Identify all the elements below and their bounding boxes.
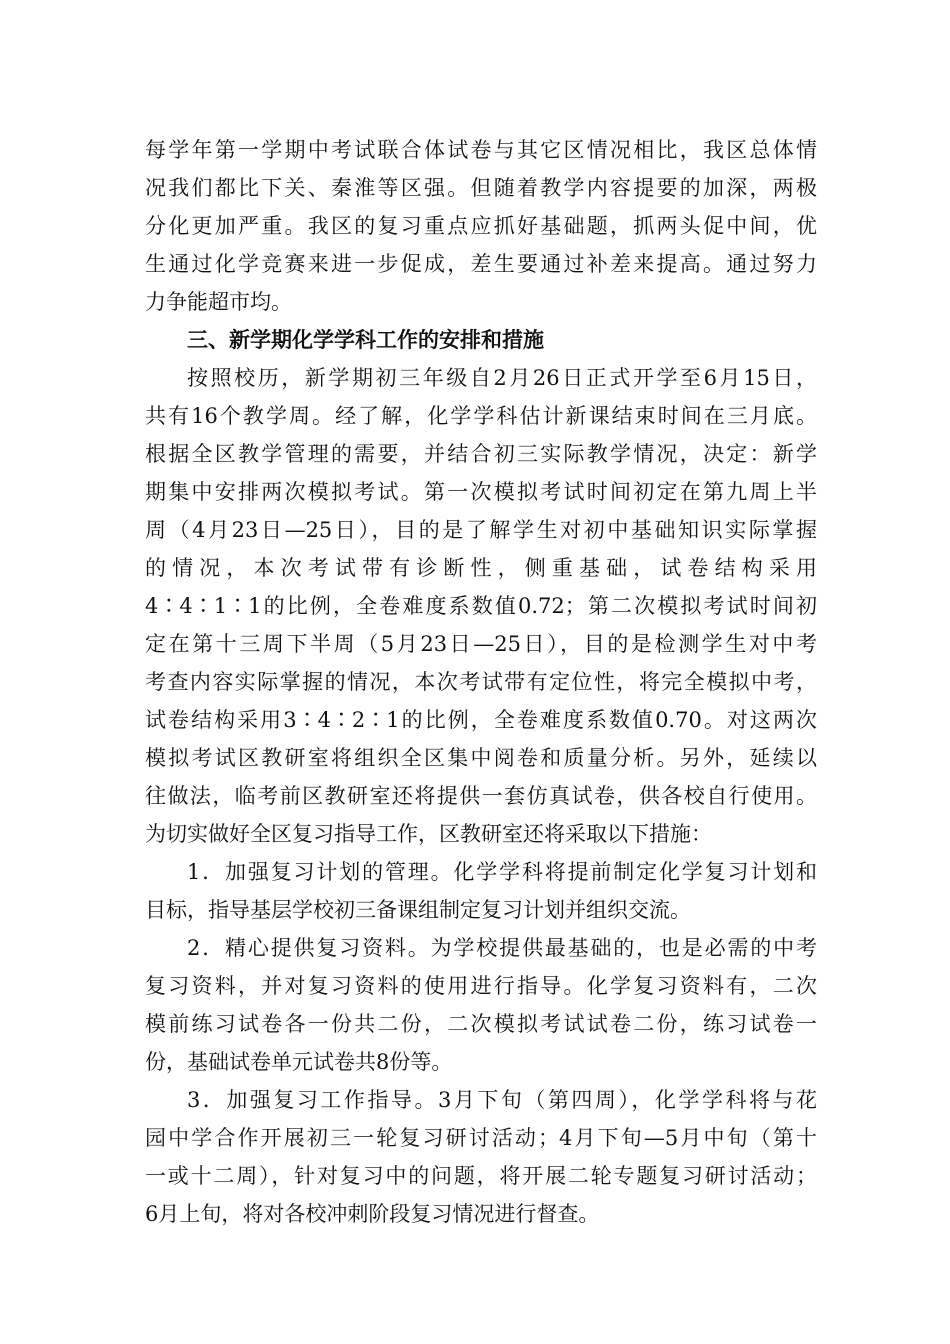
list-item-line: 6月上旬，将对各校冲刺阶段复习情况进行督查。 (145, 1202, 600, 1226)
list-item-line: 份，基础试卷单元试卷共8份等。 (145, 1050, 453, 1074)
paragraph-line: 期集中安排两次模拟考试。第一次模拟考试时间初定在第九周上半 (145, 480, 817, 504)
list-item-line: 园中学合作开展初三一轮复习研讨活动；4月下旬—5月中旬（第十 (145, 1126, 817, 1150)
list-item-line: 目标，指导基层学校初三备课组制定复习计划并组织交流。 (145, 898, 691, 922)
list-item-line: 一或十二周），针对复习中的问题，将开展二轮专题复习研讨活动； (145, 1164, 817, 1188)
paragraph-line: 周（4月23日—25日），目的是了解学生对初中基础知识实际掌握 (145, 518, 817, 542)
paragraph-line: 为切实做好全区复习指导工作，区教研室还将采取以下措施： (145, 822, 712, 846)
paragraph-line: 模拟考试区教研室将组织全区集中阅卷和质量分析。另外，延续以 (145, 746, 817, 770)
paragraph-line: 每学年第一学期中考试联合体试卷与其它区情况相比，我区总体情 (145, 138, 817, 162)
paragraph-line: 考查内容实际掌握的情况，本次考试带有定位性，将完全模拟中考， (145, 670, 817, 694)
paragraph-line: 的情况，本次考试带有诊断性，侧重基础，试卷结构采用 (145, 556, 817, 580)
list-item-line: 模前练习试卷各一份共二份，二次模拟考试试卷二份，练习试卷一 (145, 1012, 817, 1036)
paragraph-line: 共有16个教学周。经了解，化学学科估计新课结束时间在三月底。 (145, 404, 817, 428)
paragraph-line: 定在第十三周下半周（5月23日—25日），目的是检测学生对中考 (145, 632, 817, 656)
paragraph-line: 况我们都比下关、秦淮等区强。但随着教学内容提要的加深，两极 (145, 176, 817, 200)
section-heading: 三、新学期化学学科工作的安排和措施 (187, 328, 544, 352)
list-item-line: 1．加强复习计划的管理。化学学科将提前制定化学复习计划和 (187, 860, 817, 884)
list-item-line: 3．加强复习工作指导。3月下旬（第四周），化学学科将与花 (187, 1088, 817, 1112)
paragraph-line: 按照校历，新学期初三年级自2月26日正式开学至6月15日， (187, 366, 817, 390)
paragraph-line: 往做法，临考前区教研室还将提供一套仿真试卷，供各校自行使用。 (145, 784, 817, 808)
paragraph-line: 生通过化学竞赛来进一步促成，差生要通过补差来提高。通过努力 (145, 252, 817, 276)
document-body (145, 131, 817, 1233)
list-item-line: 复习资料，并对复习资料的使用进行指导。化学复习资料有，二次 (145, 974, 817, 998)
paragraph-line: 4∶4∶1∶1的比例，全卷难度系数值0.72；第二次模拟考试时间初 (145, 594, 817, 618)
paragraph-line: 根据全区教学管理的需要，并结合初三实际教学情况，决定：新学 (145, 442, 817, 466)
paragraph-line: 试卷结构采用3∶4∶2∶1的比例，全卷难度系数值0.70。对这两次 (145, 708, 817, 732)
paragraph-line: 分化更加严重。我区的复习重点应抓好基础题，抓两头促中间，优 (145, 214, 817, 238)
paragraph-line: 力争能超市均。 (145, 290, 292, 314)
list-item-line: 2．精心提供复习资料。为学校提供最基础的，也是必需的中考 (187, 936, 817, 960)
